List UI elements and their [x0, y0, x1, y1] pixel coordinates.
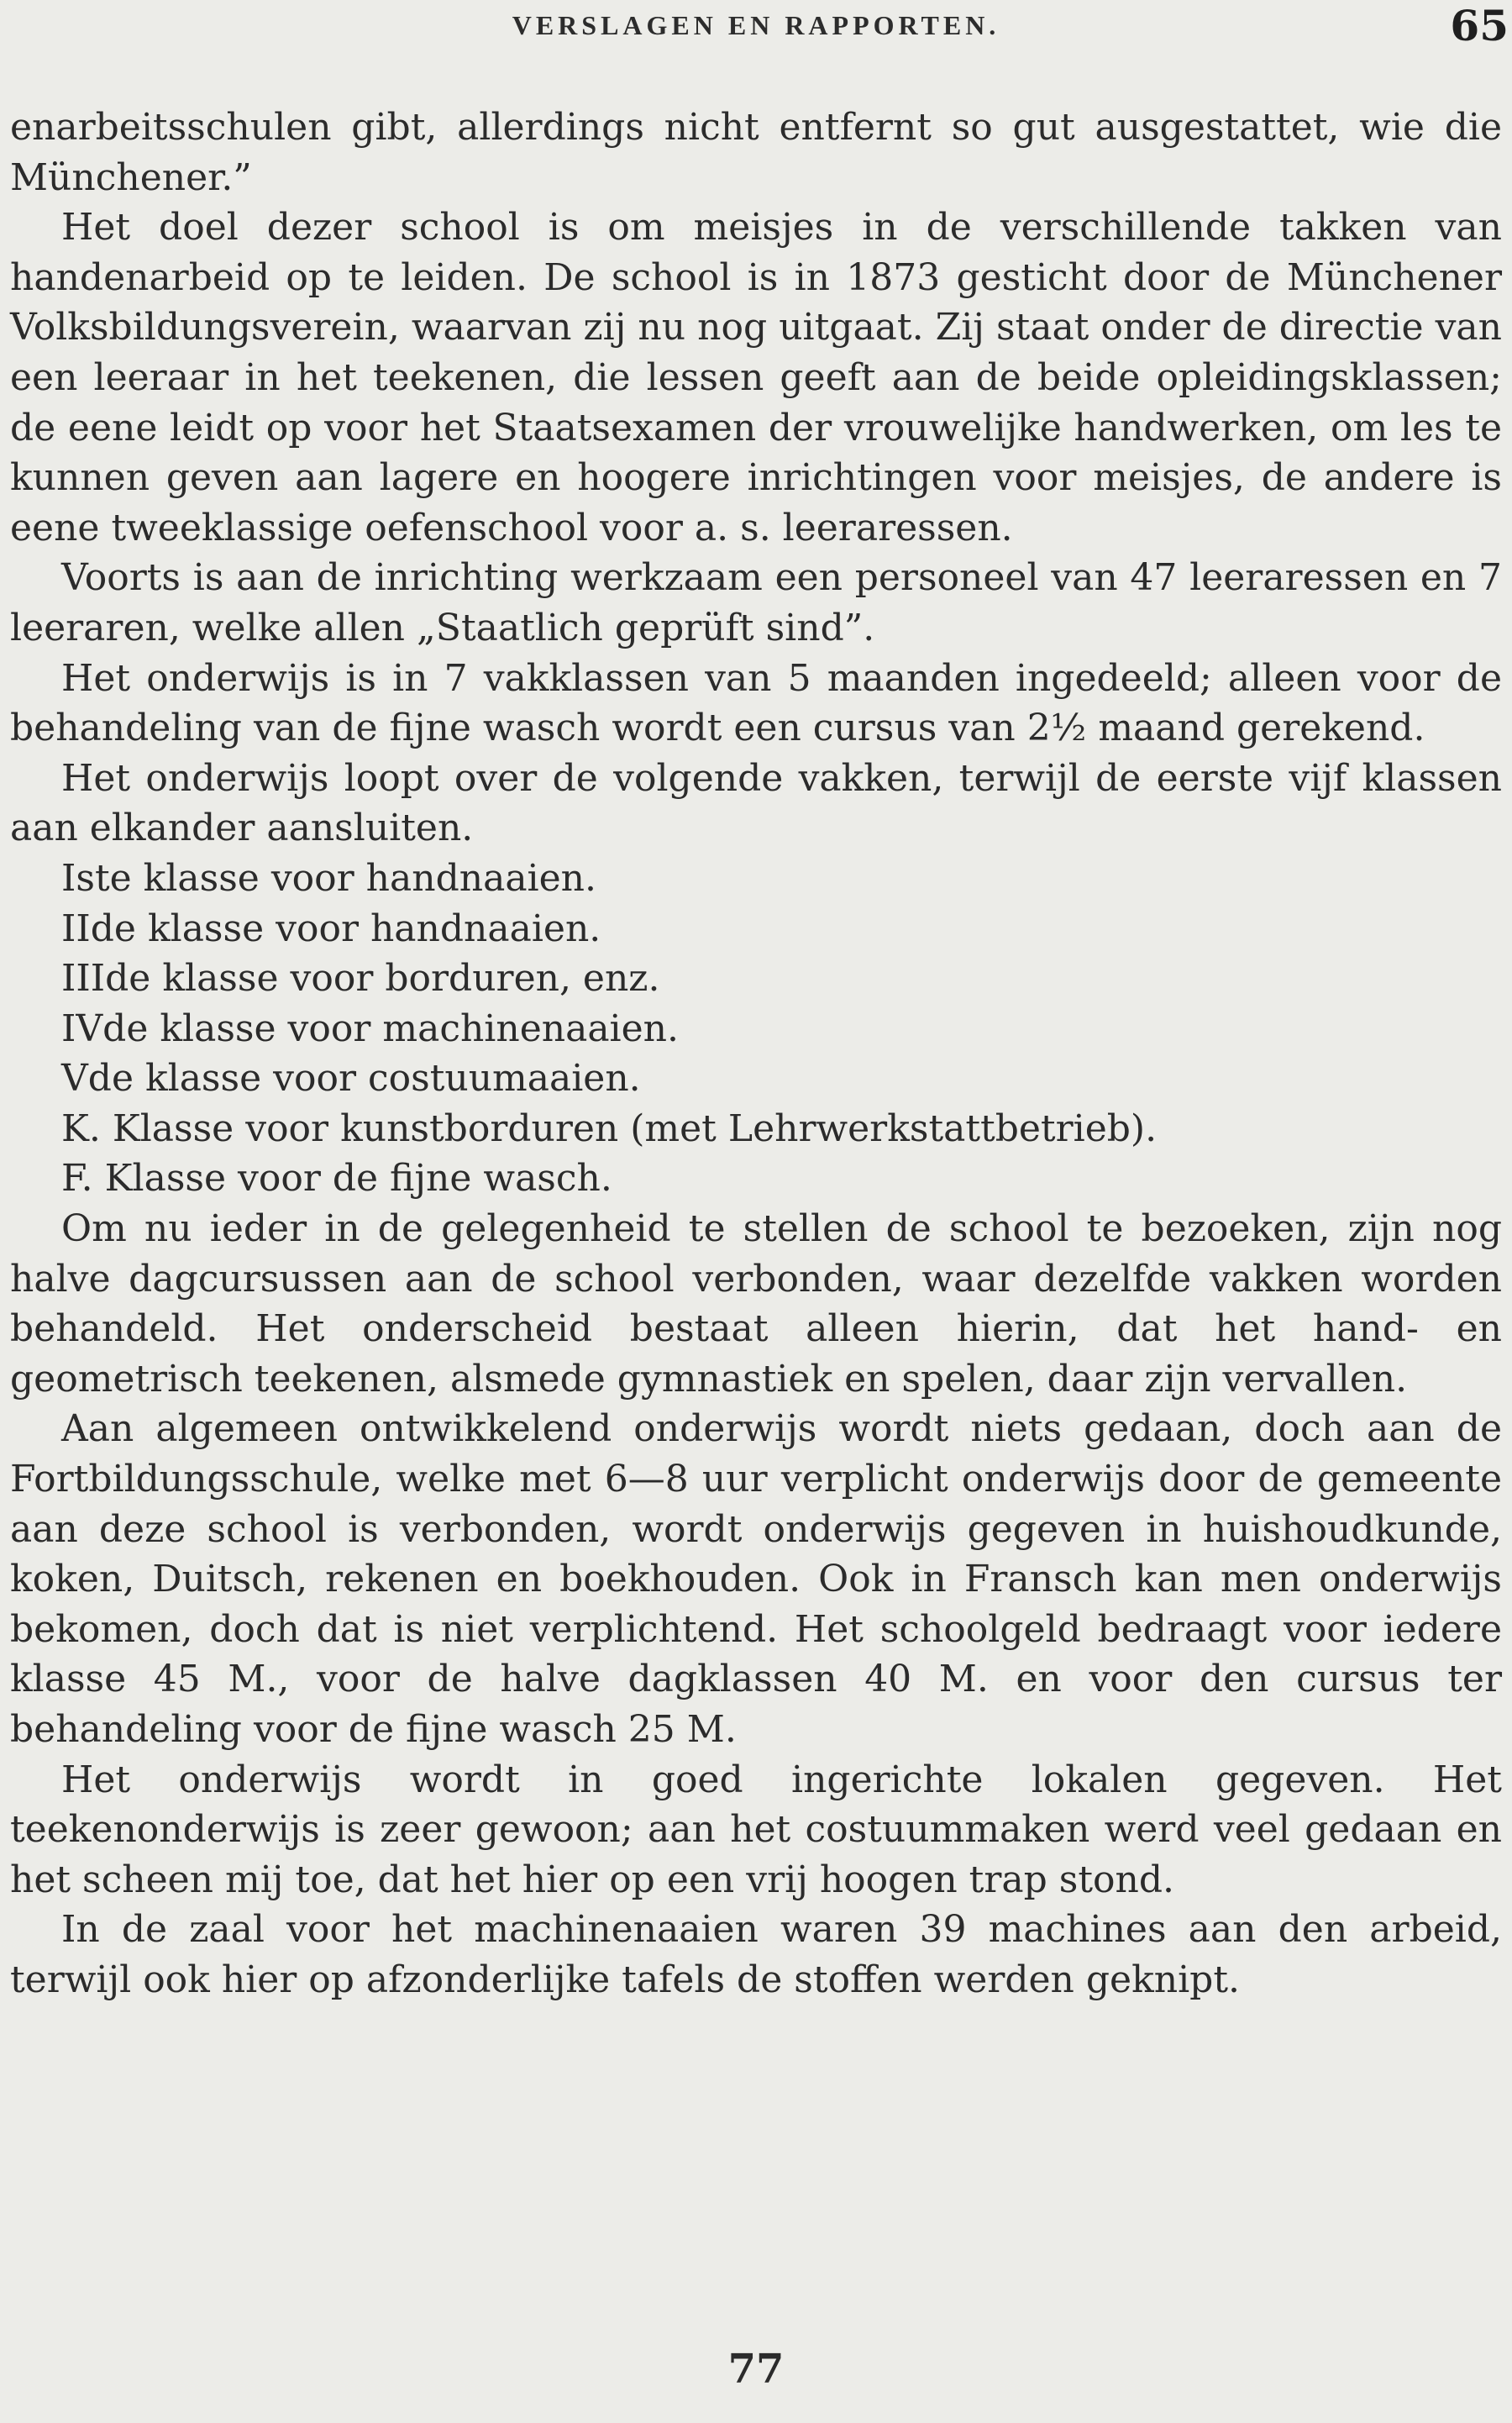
running-header	[0, 1, 1512, 55]
paragraph: In de zaal voor het machinenaaien waren 39 machines aan den arbeid, terwijl ook hier op afzonderlijke tafels de stoffen werden geknipt.	[10, 1908, 1502, 2001]
body-text	[10, 102, 1502, 2005]
paragraph: Voorts is aan de inrichting werkzaam een personeel van 47 leeraressen en 7 leeraren, welke allen „Staatlich geprüft sind”.	[10, 556, 1502, 649]
class-list-item: Iste klasse voor handnaaien.	[61, 856, 596, 900]
class-list-item: IIIde klasse voor borduren, enz.	[61, 957, 660, 1001]
paragraph: Het onderwijs loopt over de volgende vakken, terwijl de eerste vijf klassen aan elkander aansluiten.	[10, 756, 1502, 850]
class-list-item: Vde klasse voor costuumaaien.	[61, 1057, 641, 1101]
paragraph: Om nu ieder in de gelegenheid te stellen de school te bezoeken, zijn nog halve dagcursussen aan de school verbonden, waar dezelfde vakken worden behandeld. Het onderscheid bestaat alleen hierin, dat het hand- en geometrisch teekenen, alsmede gymnastiek en spelen, daar zijn vervallen.	[10, 1207, 1502, 1401]
class-list-item: IVde klasse voor machinenaaien.	[61, 1007, 679, 1050]
class-list-item: F. Klasse voor de fijne wasch.	[61, 1157, 612, 1201]
running-header-title: VERSLAGEN EN RAPPORTEN.	[512, 10, 1000, 40]
paragraph: Het onderwijs wordt in goed ingerichte lokalen gegeven. Het teekenonderwijs is zeer gewoon; aan het costuummaken werd veel gedaan en het scheen mij toe, dat het hier op een vrij hoogen trap stond.	[10, 1758, 1502, 1901]
paragraph: Aan algemeen ontwikkelend onderwijs wordt niets gedaan, doch aan de Fortbildungsschule, welke met 6—8 uur verplicht onderwijs door de gemeente aan deze school is verbonden, wordt onderwijs gegeven in huishoudkunde, koken, Duitsch, rekenen en boekhouden. Ook in Fransch kan men onderwijs bekomen, doch dat is niet verplichtend. Het schoolgeld bedraagt voor iedere klasse 45 M., voor de halve dagklassen 40 M. en voor den cursus ter behandeling voor de fijne wasch 25 M.	[10, 1407, 1502, 1751]
paragraph: Het onderwijs is in 7 vakklassen van 5 maanden ingedeeld; alleen voor de behandeling van de fijne wasch wordt een cursus van 2½ maand gerekend.	[10, 656, 1502, 750]
footer-page-number: 77	[727, 2346, 785, 2393]
class-list-item: IIde klasse voor handnaaien.	[61, 907, 601, 950]
paragraph-continuation: enarbeitsschulen gibt, allerdings nicht entfernt so gut ausgestattet, wie die Münchener.”	[10, 106, 1502, 199]
header-page-number: 65	[1450, 1, 1509, 50]
paragraph: Het doel dezer school is om meisjes in de verschillende takken van handenarbeid op te leiden. De school is in 1873 gesticht door de Münchener Volksbildungsverein, waarvan zij nu nog uitgaat. Zij staat onder de directie van een leeraar in het teekenen, die lessen geeft aan de beide opleidingsklassen; de eene leidt op voor het Staatsexamen der vrouwelijke handwerken, om les te kunnen geven aan lagere en hoogere inrichtingen voor meisjes, de andere is eene tweeklassige oefenschool voor a. s. leeraressen.	[10, 206, 1502, 549]
class-list-item: K. Klasse voor kunstborduren (met Lehrwerkstattbetrieb).	[61, 1106, 1158, 1150]
